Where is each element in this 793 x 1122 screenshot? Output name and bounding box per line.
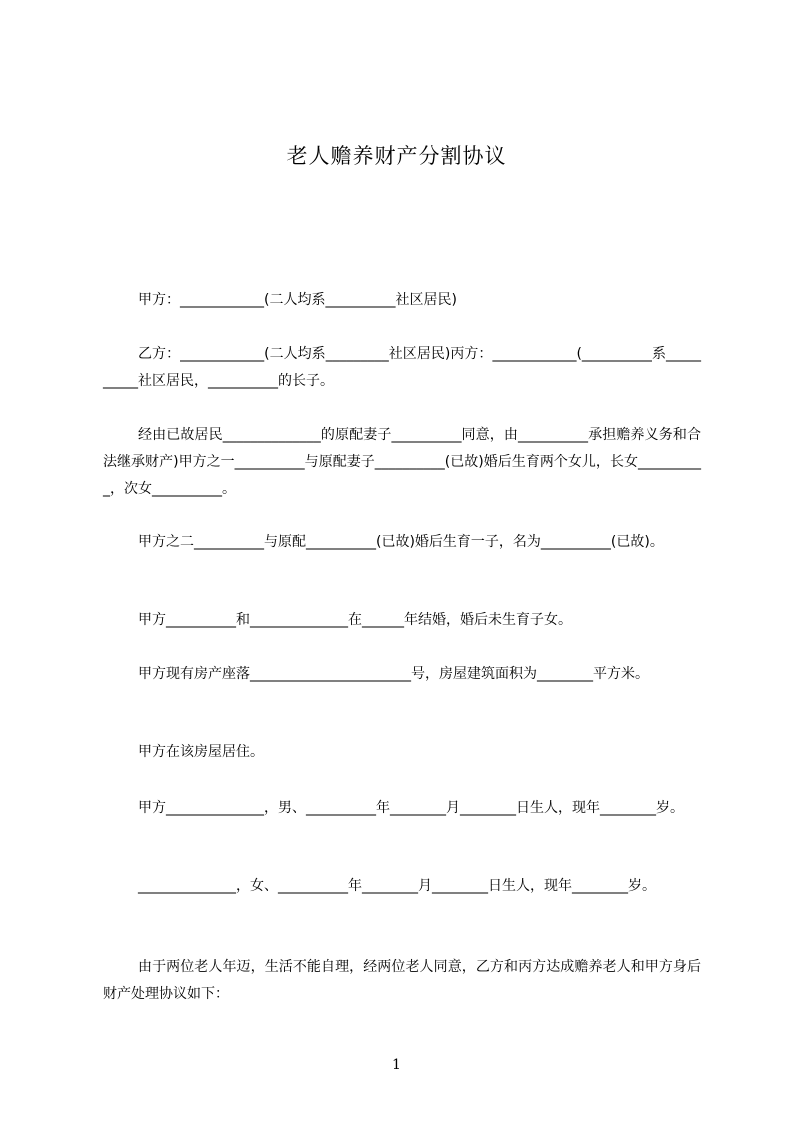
marriage-paragraph: 甲方__________和______________在______年结婚，婚后未生育子女。 <box>138 612 572 628</box>
property-paragraph: 甲方现有房产座落_______________________号，房屋建筑面积为________平方米。 <box>138 666 649 682</box>
document-title: 老人赡养财产分割协议 <box>286 144 507 168</box>
party-a-male-paragraph: 甲方______________，男、__________年________月________日生人，现年________岁。 <box>138 800 684 816</box>
background-paragraph: 经由已故居民______________的原配妻子__________同意，由__________承担赡养义务和合法继承财产)甲方之一__________与原配妻子__________(已故)婚后生育两个女儿，长女__________，次女__________。 <box>103 427 701 497</box>
party-a-second-paragraph: 甲方之二__________与原配__________(已故)婚后生育一子，名为__________(已故)。 <box>138 534 664 550</box>
page-number: 1 <box>392 1057 401 1073</box>
party-b-c-paragraph: 乙方：____________(二人均系_________社区居民)丙方：____________(__________系__________社区居民，__________的长子。 <box>103 346 701 389</box>
agreement-intro-paragraph: 由于两位老人年迈，生活不能自理，经两位老人同意，乙方和丙方达成赡养老人和甲方身后财产处理协议如下： <box>103 959 701 1002</box>
party-a-female-paragraph: ______________，女、__________年________月________日生人，现年________岁。 <box>138 878 656 894</box>
residence-paragraph: 甲方在该房屋居住。 <box>138 744 264 760</box>
party-a-paragraph: 甲方：____________(二人均系__________社区居民) <box>138 292 457 308</box>
